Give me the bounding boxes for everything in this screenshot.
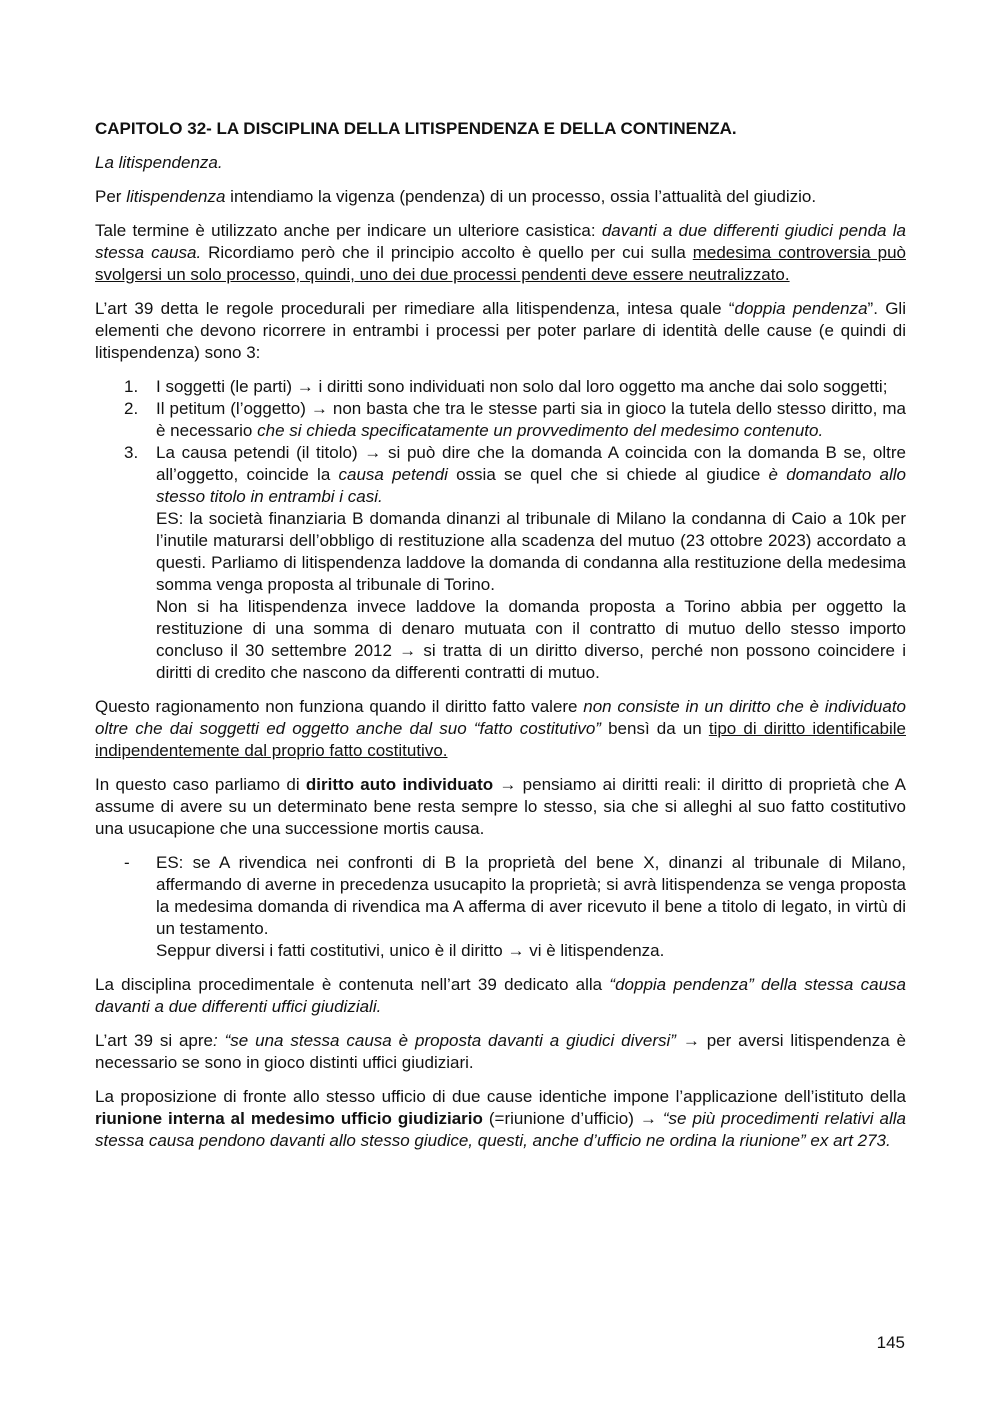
text-run-italic: causa petendi	[338, 465, 448, 484]
dash-bullet: -	[124, 853, 130, 872]
paragraph-riunione	[95, 1086, 906, 1152]
paragraph-diritto-auto-individuato	[95, 774, 906, 840]
list-number: 3.	[124, 443, 139, 462]
text-run: (=riunione d’ufficio) →	[482, 1109, 663, 1128]
text-run-bold: riunione interna al medesimo ufficio giudiziario	[95, 1109, 483, 1128]
text-run: La proposizione di fronte allo stesso ufficio di due cause identiche impone l’applicazione dell’istituto della	[95, 1087, 906, 1106]
paragraph-definition	[95, 186, 906, 208]
text-run: Ricordiamo però che il principio accolto è quello per cui sulla	[201, 243, 693, 262]
list-number: 2.	[124, 399, 139, 418]
chapter-heading: CAPITOLO 32- LA DISCIPLINA DELLA LITISPENDENZA E DELLA CONTINENZA.	[95, 119, 737, 138]
paragraph-ragionamento	[95, 696, 906, 762]
text-run-italic: davanti a due differenti giudici penda la stessa causa.	[95, 221, 906, 262]
example-text: ES: la società finanziaria B domanda dinanzi al tribunale di Milano la condanna di Caio a 10k per l’inutile maturarsi dell’obbligo di restituzione alla scadenza del mutuo (23 ottobre 2023) accordato a questi. Parliamo di litispendenza laddove la domanda di condanna alla restituzione della medesima somma venga proposta al tribunale di Torino.	[156, 509, 906, 594]
text-run: → pensiamo ai diritti reali: il diritto di proprietà che A assume di avere su un determinato bene resta sempre lo stesso, sia che si alleghi al suo fatto costitutivo una usucapione che una successione mortis causa.	[95, 775, 906, 838]
text-run: La disciplina procedimentale è contenuta nell’art 39 dedicato alla	[95, 975, 610, 994]
text-run-italic: litispendenza	[126, 187, 226, 206]
text-run: I soggetti (le parti) → i diritti sono individuati non solo dal loro oggetto ma anche dai solo soggetti;	[156, 377, 888, 396]
text-run: L’art 39 detta le regole procedurali per rimediare alla litispendenza, intesa quale “	[95, 299, 735, 318]
document-page	[95, 118, 906, 1164]
text-run: ossia se quel che si chiede al giudice	[447, 465, 769, 484]
list-item	[95, 852, 906, 962]
paragraph-art39-apertura	[95, 1030, 906, 1074]
text-run: Questo ragionamento non funziona quando il diritto fatto valere	[95, 697, 584, 716]
list-item	[95, 398, 906, 442]
text-run: L’art 39 si apre	[95, 1031, 214, 1050]
text-run: Il petitum (l’oggetto) → non basta che tra le stesse parti sia in gioco la tutela dello stesso diritto, ma è necessario	[156, 399, 906, 440]
text-run-underlined: tipo di diritto identificabile indipendentemente dal proprio fatto costitutivo.	[95, 719, 906, 760]
text-run: Tale termine è utilizzato anche per indicare un ulteriore casistica:	[95, 221, 602, 240]
text-run-italic: “se più procedimenti relativi alla stessa causa pendono davanti allo stesso giudice, questi, anche d’ufficio ne ordina la riunione” ex art 273.	[95, 1109, 907, 1150]
paragraph-casistica	[95, 220, 906, 286]
text-run: In questo caso parliamo di	[95, 775, 306, 794]
text-run: bensì da un	[600, 719, 709, 738]
paragraph-disciplina	[95, 974, 906, 1018]
counter-example-text: Non si ha litispendenza invece laddove la domanda proposta a Torino abbia per oggetto la restituzione di una somma di denaro mutuata con il contratto di mutuo dello stesso importo concluso il 30 settembre 2012 → si tratta di un diritto diverso, perché non possono coincidere i diritti di credito che nascono da differenti contratti di mutuo.	[156, 597, 906, 682]
list-item	[95, 376, 906, 398]
text-run: ES: se A rivendica nei confronti di B la proprietà del bene X, dinanzi al tribunale di Milano, affermando di averne in precedenza usucapito la proprietà; si avrà litispendenza se venga proposta la medesima domanda di rivendica ma A afferma di aver ricevuto il bene a titolo di legato, in virtù di un testamento.	[156, 853, 906, 938]
text-run-italic: doppia pendenza	[734, 299, 868, 318]
page-number: 145	[876, 1333, 905, 1352]
list-number: 1.	[124, 377, 139, 396]
paragraph-art39	[95, 298, 906, 364]
text-run: → per aversi litispendenza è necessario se sono in gioco distinti uffici giudiziari.	[95, 1031, 906, 1072]
section-subtitle: La litispendenza.	[95, 153, 223, 172]
text-run-italic: che si chieda specificatamente un provvedimento del medesimo contenuto.	[257, 421, 824, 440]
text-run-italic: è domandato allo stesso titolo in entrambi i casi.	[156, 465, 906, 506]
text-run-underlined: medesima controversia può svolgersi un solo processo, quindi, uno dei due processi pendenti deve essere neutralizzato.	[95, 243, 906, 284]
text-run: ”. Gli elementi che devono ricorrere in entrambi i processi per poter parlare di identità delle cause (e quindi di litispendenza) sono 3:	[95, 299, 906, 362]
text-run: intendiamo la vigenza (pendenza) di un processo, ossia l’attualità del giudizio.	[225, 187, 817, 206]
text-run-italic: : “se una stessa causa è proposta davanti a giudici diversi”	[213, 1031, 676, 1050]
text-run: La causa petendi (il titolo) → si può dire che la domanda A coincida con la domanda B se, oltre all’oggetto, coincide la	[156, 443, 906, 484]
text-run-italic: “doppia pendenza” della stessa causa davanti a due differenti uffici giudiziali.	[95, 975, 906, 1016]
text-run: Seppur diversi i fatti costitutivi, unico è il diritto → vi è litispendenza.	[156, 941, 665, 960]
text-run: Per	[95, 187, 127, 206]
text-run-italic: non consiste in un diritto che è individuato oltre che dai soggetti ed oggetto anche dal suo “fatto costitutivo”	[95, 697, 906, 738]
text-run-bold: diritto auto individuato	[305, 775, 494, 794]
example-list	[95, 852, 906, 962]
list-item	[95, 442, 906, 684]
elements-list	[95, 376, 906, 684]
